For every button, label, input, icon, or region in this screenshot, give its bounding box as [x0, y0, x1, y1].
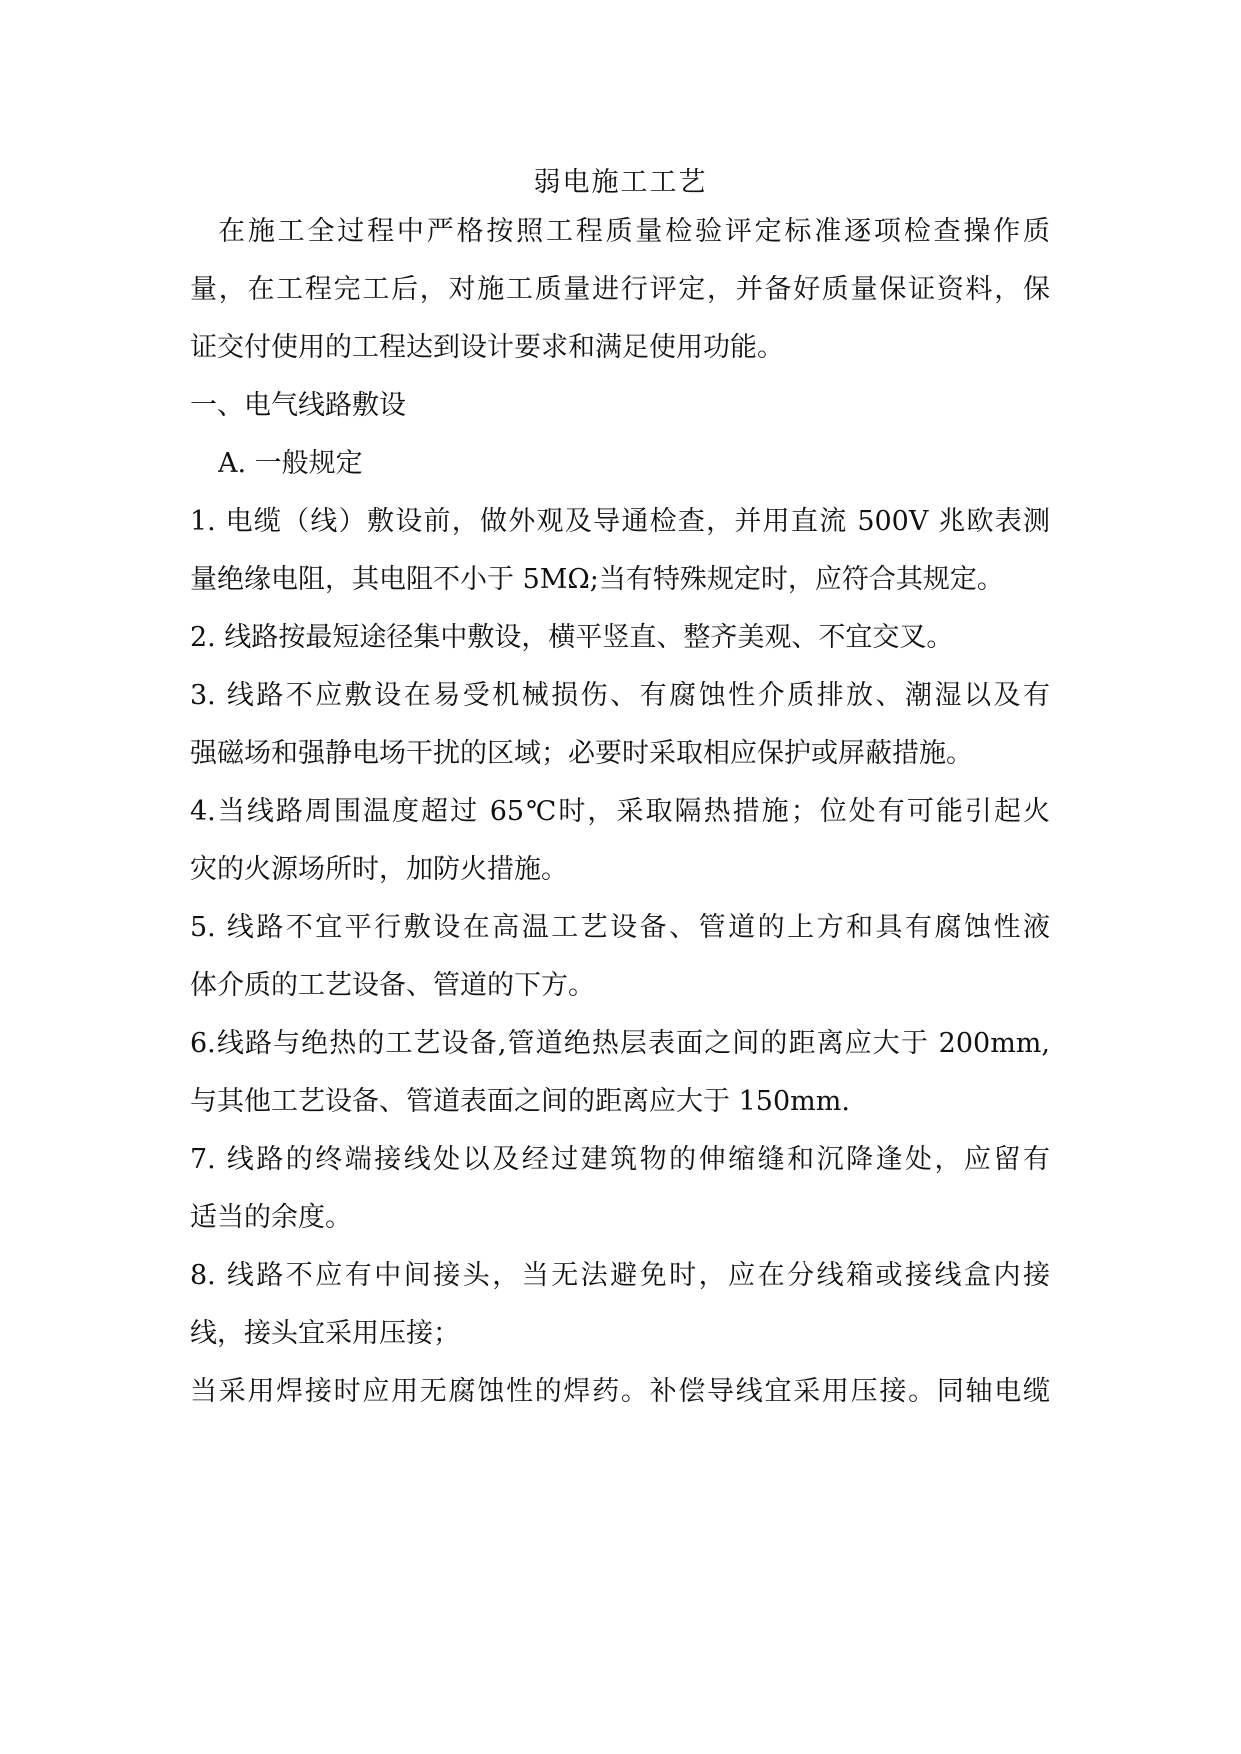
subsection-heading: A. 一般规定: [218, 448, 363, 479]
paragraph-line: 量，在工程完工后，对施工质量进行评定，并备好质量保证资料，保: [190, 274, 1050, 305]
paragraph-line: 量绝缘电阻，其电阻不小于 5MΩ;当有特殊规定时，应符合其规定。: [190, 564, 1004, 595]
paragraph-line: 在施工全过程中严格按照工程质量检验评定标准逐项检查操作质: [218, 216, 1050, 247]
paragraph-line: 灾的火源场所时，加防火措施。: [190, 854, 568, 885]
paragraph-line: 与其他工艺设备、管道表面之间的距离应大于 150mm.: [190, 1086, 850, 1117]
paragraph-line: 强磁场和强静电场干扰的区域；必要时采取相应保护或屏蔽措施。: [190, 738, 973, 769]
paragraph-line: 3. 线路不应敷设在易受机械损伤、有腐蚀性介质排放、潮湿以及有: [190, 680, 1050, 711]
paragraph-line: 8. 线路不应有中间接头，当无法避免时，应在分线箱或接线盒内接: [190, 1260, 1050, 1291]
paragraph-line: 6.线路与绝热的工艺设备,管道绝热层表面之间的距离应大于 200mm,: [190, 1028, 1050, 1059]
paragraph-line: 5. 线路不宜平行敷设在高温工艺设备、管道的上方和具有腐蚀性液: [190, 912, 1050, 943]
paragraph-line: 适当的余度。: [190, 1202, 352, 1233]
paragraph-line: 7. 线路的终端接线处以及经过建筑物的伸缩缝和沉降逢处，应留有: [190, 1144, 1050, 1175]
paragraph-line: 2. 线路按最短途径集中敷设，横平竖直、整齐美观、不宜交叉。: [190, 622, 954, 653]
paragraph-line: 证交付使用的工程达到设计要求和满足使用功能。: [190, 332, 784, 363]
paragraph-line: 体介质的工艺设备、管道的下方。: [190, 970, 595, 1001]
paragraph-line: 当采用焊接时应用无腐蚀性的焊药。补偿导线宜采用压接。同轴电缆: [190, 1376, 1050, 1407]
paragraph-line: 4.当线路周围温度超过 65℃时，采取隔热措施；位处有可能引起火: [190, 796, 1050, 827]
paragraph-line: 线，接头宜采用压接；: [190, 1318, 460, 1349]
section-heading: 一、电气线路敷设: [190, 390, 406, 421]
document-title: 弱电施工工艺: [533, 167, 708, 198]
paragraph-line: 1. 电缆（线）敷设前，做外观及导通检查，并用直流 500V 兆欧表测: [190, 506, 1050, 537]
